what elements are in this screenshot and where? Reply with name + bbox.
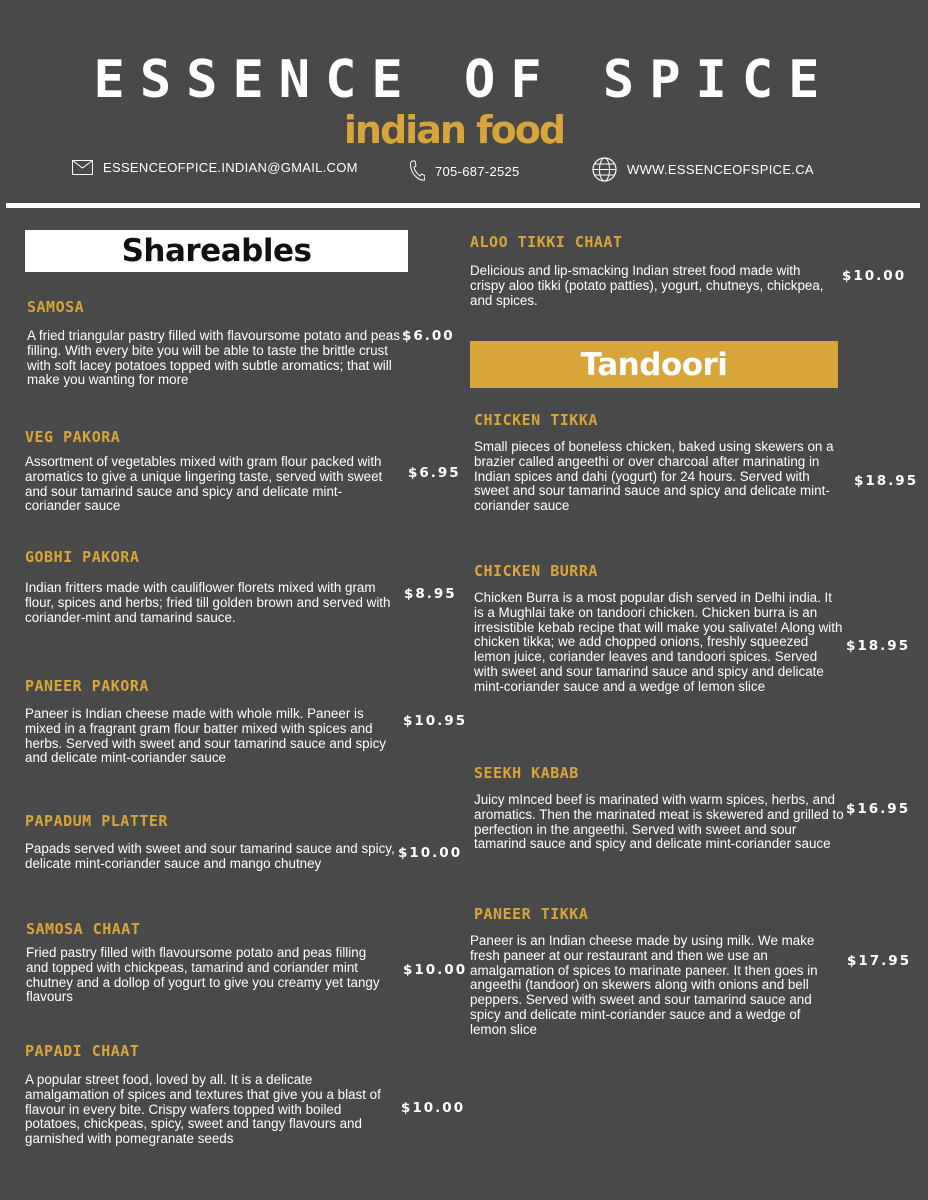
item-name: GOBHI PAKORA <box>25 548 140 566</box>
item-description: Paneer is Indian cheese made with whole milk. Paneer is mixed in a fragrant gram flour batter mixed with spices and herbs. Served with sweet and sour tamarind sauce and spicy and delicate mint-coriander sauce <box>25 706 386 766</box>
item-name: SAMOSA CHAAT <box>26 920 141 938</box>
email-text: ESSENCEOFPICE.INDIAN@GMAIL.COM <box>103 160 358 175</box>
item-name: SAMOSA <box>27 298 85 316</box>
item-description: Small pieces of boneless chicken, baked using skewers on a brazier called angeethi or over charcoal after marinating in Indian spices and dahi (yogurt) for 24 hours. Served with sweet and sour tamarind sauce and spicy and delicate mint-coriander sauce <box>474 439 834 514</box>
website-contact[interactable] <box>592 157 814 182</box>
item-description: Indian fritters made with cauliflower florets mixed with gram flour, spices and herbs; fried till golden brown and served with coriander-mint and tamarind sauce. <box>25 580 391 625</box>
item-description: Chicken Burra is a most popular dish served in Delhi india. It is a Mughlai take on tandoori chicken. Chicken burra is an irresistible kebab recipe that will make you salivate! Along with chicken tikka; we add chopped onions, freshly squeezed lemon juice, coriander leaves and tandoori spices. Served with sweet and sour tamarind sauce and spicy and delicate mint-coriander sauce and a wedge of lemon slice <box>474 590 843 694</box>
item-name: PAPADI CHAAT <box>25 1042 140 1060</box>
restaurant-subtitle: indian food <box>343 108 565 152</box>
item-price: $6.00 <box>402 328 455 344</box>
header-divider <box>6 203 920 208</box>
phone-contact[interactable] <box>409 160 520 182</box>
item-price: $18.95 <box>846 638 911 654</box>
item-name: SEEKH KABAB <box>474 764 579 782</box>
item-price: $10.00 <box>403 962 468 978</box>
phone-text: 705-687-2525 <box>435 163 520 179</box>
item-description: Fried pastry filled with flavoursome potato and peas filling and topped with chickpeas, tamarind and coriander mint chutney and a dollop of yogurt to give you creamy yet tangy flavours <box>26 945 380 1005</box>
item-price: $10.95 <box>403 713 468 729</box>
item-price: $6.95 <box>408 465 461 481</box>
item-name: ALOO TIKKI CHAAT <box>470 233 623 251</box>
item-name: PAPADUM PLATTER <box>25 812 168 830</box>
item-description: Assortment of vegetables mixed with gram flour packed with aromatics to give a unique lingering taste, served with sweet and sour tamarind sauce and spicy and delicate mint-coriander sauce <box>25 454 383 514</box>
item-price: $10.00 <box>401 1100 466 1116</box>
item-description: Papads served with sweet and sour tamarind sauce and spicy, delicate mint-coriander sauce and mango chutney <box>25 841 395 871</box>
envelope-icon <box>72 160 93 175</box>
shareables-heading: Shareables <box>25 230 408 272</box>
website-text: WWW.ESSENCEOFSPICE.CA <box>627 162 814 177</box>
item-description: Juicy mInced beef is marinated with warm spices, herbs, and aromatics. Then the marinated meat is skewered and grilled to perfection in the angeethi. Served with sweet and sour tamarind sauce and spicy and delicate mint-coriander sauce <box>474 792 844 852</box>
item-description: Delicious and lip-smacking Indian street food made with crispy aloo tikki (potato patties), yogurt, chutneys, chickpea, and spices. <box>470 263 824 308</box>
item-description: A fried triangular pastry filled with flavoursome potato and peas filling. With every bite you will be able to taste the brittle crust with soft lacey potatoes topped with subtle aromatics; that will make you wanting for more <box>27 328 400 388</box>
item-price: $8.95 <box>404 586 457 602</box>
email-contact[interactable] <box>72 160 358 175</box>
restaurant-title: ESSENCE OF SPICE <box>93 50 835 110</box>
globe-icon <box>592 157 617 182</box>
item-name: PANEER PAKORA <box>25 677 149 695</box>
item-price: $18.95 <box>854 473 919 489</box>
item-name: CHICKEN BURRA <box>474 562 598 580</box>
item-price: $10.00 <box>398 845 463 861</box>
item-price: $17.95 <box>847 953 912 969</box>
item-price: $16.95 <box>846 801 911 817</box>
item-name: PANEER TIKKA <box>474 905 589 923</box>
tandoori-heading: Tandoori <box>470 341 838 388</box>
item-name: CHICKEN TIKKA <box>474 411 598 429</box>
item-description: Paneer is an Indian cheese made by using milk. We make fresh paneer at our restaurant and then we use an amalgamation of spices to marinate paneer. It then goes in angeethi (tandoor) on skewers along with onions and bell peppers. Served with sweet and sour tamarind sauce and spicy and delicate mint-coriander sauce and a wedge of lemon slice <box>470 933 818 1037</box>
item-price: $10.00 <box>842 268 907 284</box>
item-name: VEG PAKORA <box>25 428 121 446</box>
item-description: A popular street food, loved by all. It is a delicate amalgamation of spices and textures that give you a blast of flavour in every bite. Crispy wafers topped with boiled potatoes, chickpeas, spicy, sweet and tangy flavours and garnished with pomegranate seeds <box>25 1072 381 1147</box>
phone-icon <box>409 160 425 182</box>
